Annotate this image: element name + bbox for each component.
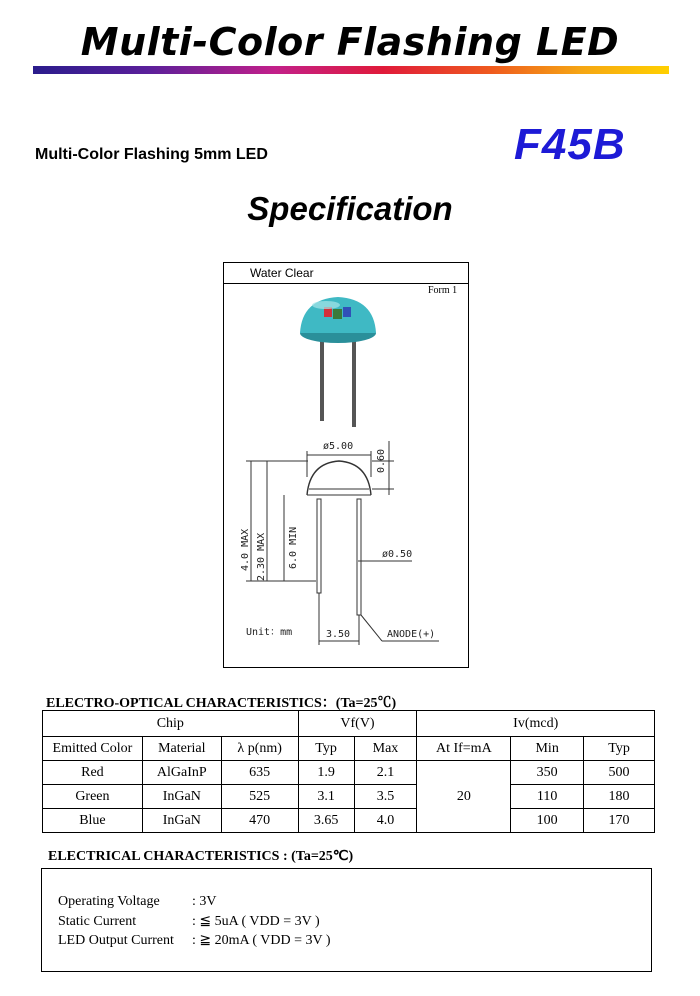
dim-lens-height-label: 0.60: [376, 448, 387, 473]
column-header: At If=mA: [417, 737, 511, 761]
electrical-item-label: Static Current: [58, 914, 137, 929]
cell-vf-max: 3.5: [354, 785, 417, 809]
dim-lead-spacing-label: 3.50: [326, 629, 351, 640]
led-photo: [300, 297, 376, 427]
cell-iv-typ: 180: [584, 785, 655, 809]
electrical-item-label: LED Output Current: [58, 933, 174, 948]
cell-wavelength: 525: [221, 785, 298, 809]
cell-iv-min: 100: [511, 809, 584, 833]
cell-iv-typ: 500: [584, 761, 655, 785]
drawing-frame: [223, 262, 469, 668]
table-row: [43, 761, 655, 785]
cell-wavelength: 470: [221, 809, 298, 833]
cell-color: Blue: [43, 809, 143, 833]
electrical-item: [58, 913, 320, 930]
cell-vf-max: 4.0: [354, 809, 417, 833]
cell-vf-typ: 3.65: [298, 809, 354, 833]
electrical-item: [58, 894, 217, 910]
electro-optical-table: [42, 710, 655, 833]
title-gradient-bar: [33, 66, 669, 74]
electrical-item-value: : ≦ 5uA ( VDD = 3V ): [192, 914, 320, 929]
leader-anode: [361, 615, 382, 641]
column-header: Typ: [298, 737, 354, 761]
cell-color: Green: [43, 785, 143, 809]
column-header: Min: [511, 737, 584, 761]
outline-lead-right: [357, 499, 361, 615]
led-lead-right: [352, 333, 356, 427]
led-dimension-drawing: [246, 441, 439, 645]
cell-material: InGaN: [142, 785, 221, 809]
dim-max-height-label: 4.0 MAX: [240, 528, 251, 571]
cell-iv-min: 110: [511, 785, 584, 809]
dim-body-height-label: 2.30 MAX: [256, 532, 267, 581]
cell-material: AlGaInP: [142, 761, 221, 785]
led-chip-green: [333, 309, 342, 319]
electrical-title: ELECTRICAL CHARACTERISTICS : (Ta=25℃): [48, 849, 354, 864]
part-number: F45B: [514, 120, 626, 169]
led-chip-blue: [343, 307, 351, 317]
dim-diameter-label: ø5.00: [323, 441, 354, 452]
product-subtitle: Multi-Color Flashing 5mm LED: [35, 146, 268, 163]
outline-lead-left: [317, 499, 321, 593]
group-header-vf: Vf(V): [298, 711, 417, 737]
unit-label: Unit：mm: [246, 627, 293, 638]
table-row: [43, 785, 655, 809]
electro-optical-title: ELECTRO-OPTICAL CHARACTERISTICS：(Ta=25℃): [46, 696, 397, 711]
group-header-iv: Iv(mcd): [417, 711, 655, 737]
table-group-header-row: [43, 711, 655, 737]
form-label: Form 1: [428, 285, 458, 296]
lens-type-label: Water Clear: [250, 266, 314, 280]
cell-iv-min: 350: [511, 761, 584, 785]
spec-heading: Specification: [247, 190, 453, 227]
outline-lens: [307, 461, 371, 495]
cell-color: Red: [43, 761, 143, 785]
led-technical-drawing: [224, 263, 468, 667]
electrical-item: [58, 932, 331, 949]
electrical-item-value: : 3V: [192, 894, 217, 909]
column-header: Emitted Color: [43, 737, 143, 761]
table-column-header-row: [43, 737, 655, 761]
page-title: Multi-Color Flashing LED: [80, 20, 620, 64]
cell-material: InGaN: [142, 809, 221, 833]
led-lead-left: [320, 333, 324, 421]
dim-lead-diameter-label: ø0.50: [382, 549, 413, 560]
column-header: Typ: [584, 737, 655, 761]
electrical-item-label: Operating Voltage: [58, 894, 160, 909]
cell-vf-typ: 1.9: [298, 761, 354, 785]
group-header-chip: Chip: [43, 711, 299, 737]
dim-lead-min-label: 6.0 MIN: [288, 526, 299, 569]
anode-label: ANODE(+): [387, 629, 436, 640]
cell-vf-typ: 3.1: [298, 785, 354, 809]
cell-wavelength: 635: [221, 761, 298, 785]
column-header: Max: [354, 737, 417, 761]
column-header: Material: [142, 737, 221, 761]
electrical-characteristics-box: [41, 868, 652, 972]
table-row: [43, 809, 655, 833]
cell-vf-max: 2.1: [354, 761, 417, 785]
electrical-item-value: : ≧ 20mA ( VDD = 3V ): [192, 933, 331, 948]
column-header: λ p(nm): [221, 737, 298, 761]
cell-if-value: 20: [417, 761, 511, 833]
cell-iv-typ: 170: [584, 809, 655, 833]
led-highlight: [312, 301, 340, 309]
